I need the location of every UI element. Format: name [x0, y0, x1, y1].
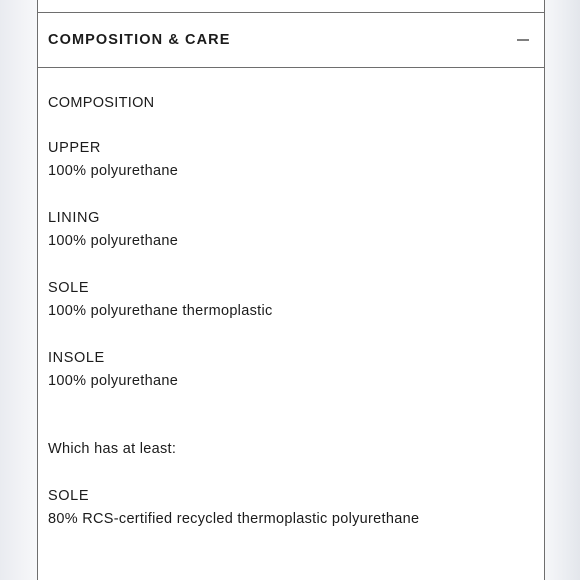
part-value-lining: 100% polyurethane — [48, 233, 179, 249]
right-margin — [545, 0, 580, 580]
part-label-sole: SOLE — [48, 280, 90, 296]
composition-care-panel — [37, 0, 545, 580]
part-label-insole: INSOLE — [48, 350, 105, 366]
certified-value-sole: 80% RCS-certified recycled thermoplastic polyurethane — [48, 511, 420, 527]
minus-icon — [517, 39, 529, 41]
part-label-lining: LINING — [48, 210, 100, 226]
composition-heading: COMPOSITION — [48, 95, 155, 111]
accordion-header[interactable] — [38, 13, 544, 68]
at-least-intro: Which has at least: — [48, 441, 177, 457]
left-margin — [0, 0, 37, 580]
certified-label-sole: SOLE — [48, 488, 90, 504]
part-label-upper: UPPER — [48, 140, 101, 156]
part-value-insole: 100% polyurethane — [48, 373, 179, 389]
previous-section-edge — [38, 0, 544, 13]
part-value-sole: 100% polyurethane thermoplastic — [48, 303, 273, 319]
collapse-button[interactable] — [514, 27, 532, 53]
part-value-upper: 100% polyurethane — [48, 163, 179, 179]
section-title: COMPOSITION & CARE — [48, 32, 231, 48]
